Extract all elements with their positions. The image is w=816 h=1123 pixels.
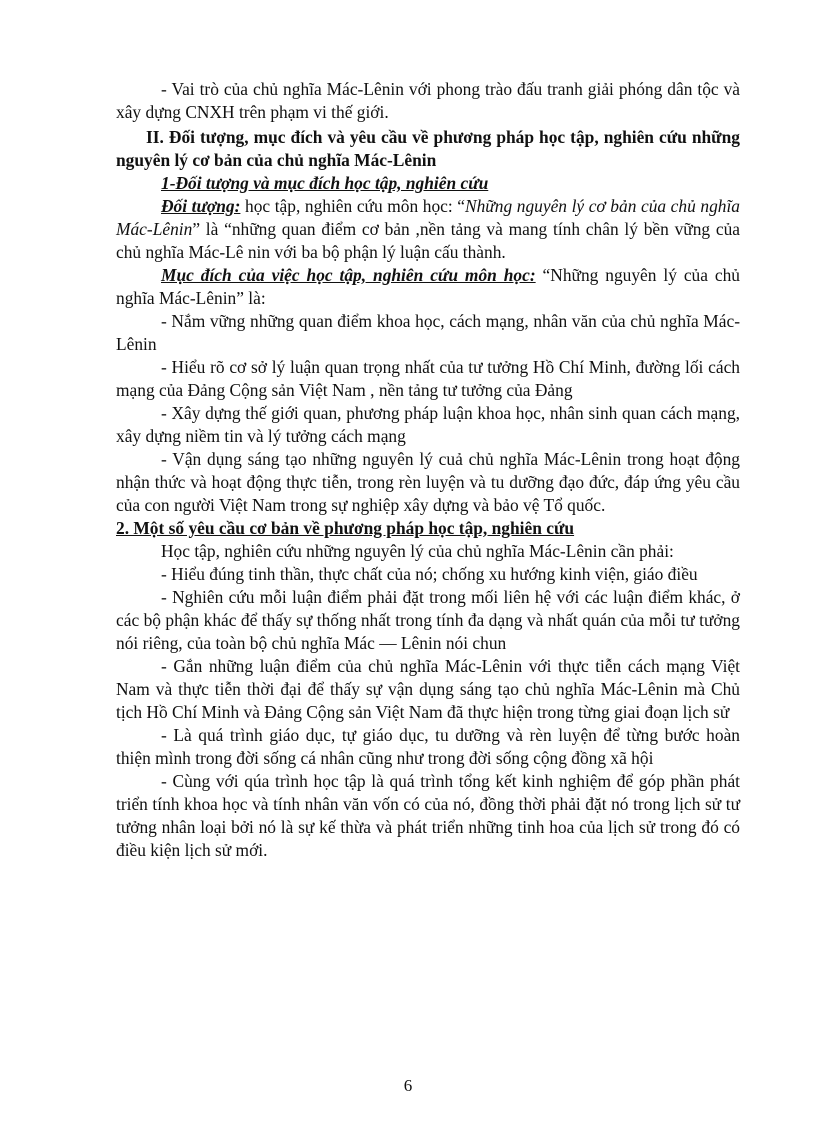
yeucau-item-1: - Hiểu đúng tinh thần, thực chất của nó; chống xu hướng kinh viện, giáo điều: [161, 564, 698, 584]
mucdich-text: “Những nguyên lý của chủ nghĩa Mác-Lênin” là:: [116, 265, 740, 308]
mucdich-item-3: - Xây dựng thế giới quan, phương pháp luận khoa học, nhân sinh quan cách mạng, xây dựng niềm tin và lý tưởng cách mạng: [116, 403, 740, 446]
intro-paragraph: - Vai trò của chủ nghĩa Mác-Lênin với phong trào đấu tranh giải phóng dân tộc và xây dựng CNXH trên phạm vi thế giới.: [116, 79, 740, 122]
doituong-text2: ” là “những quan điểm cơ bản ,nền tảng và mang tính chân lý bền vững của chủ nghĩa Mác-Lê nin với ba bộ phận lý luận cấu thành.: [116, 219, 740, 262]
doituong-italic: Những nguyên lý cơ bản của chủ nghĩa Mác-Lênin: [116, 196, 740, 239]
doituong-label: Đối tượng:: [161, 196, 241, 216]
section-heading-ii: II. Đối tượng, mục đích và yêu cầu về phương pháp học tập, nghiên cứu những nguyên lý cơ bản của chủ nghĩa Mác-Lênin: [116, 127, 740, 170]
yeucau-item-3: - Gắn những luận điểm của chủ nghĩa Mác-Lênin với thực tiễn cách mạng Việt Nam và thực tiễn thời đại để thấy sự vận dụng sáng tạo chủ nghĩa Mác-Lênin mà Chủ tịch Hồ Chí Minh và Đảng Cộng sản Việt Nam đã thực hiện trong từng giai đoạn lịch sử: [116, 656, 740, 722]
yeucau-intro: Học tập, nghiên cứu những nguyên lý của chủ nghĩa Mác-Lênin cần phải:: [161, 541, 674, 561]
subsection-heading-1-text: 1-Đối tượng và mục đích học tập, nghiên cứu: [161, 173, 489, 193]
subsection-heading-1: [116, 172, 740, 195]
yeucau-item-2: - Nghiên cứu mỗi luận điểm phải đặt trong mối liên hệ với các luận điểm khác, ở các bộ phận khác để thấy sự thống nhất trong tính đa dạng và nhất quán của mỗi tư tưởng nói riêng, của toàn bộ chủ nghĩa Mác — Lênin nói chun: [116, 587, 740, 653]
mucdich-item-2: - Hiểu rõ cơ sở lý luận quan trọng nhất của tư tưởng Hồ Chí Minh, đường lối cách mạng của Đảng Cộng sản Việt Nam , nền tảng tư tưởng của Đảng: [116, 357, 740, 400]
mucdich-paragraph: [116, 264, 740, 310]
doituong-text1: học tập, nghiên cứu môn học: “: [240, 196, 465, 216]
page-number: 6: [403, 1076, 413, 1095]
subsection-heading-2: [116, 517, 740, 540]
mucdich-label: Mục đích của việc học tập, nghiên cứu môn học:: [161, 265, 536, 285]
document-page: [116, 78, 740, 862]
yeucau-item-4: - Là quá trình giáo dục, tự giáo dục, tu dưỡng và rèn luyện để từng bước hoàn thiện mình trong đời sống cá nhân cũng như trong đời sống cộng đồng xã hội: [116, 725, 740, 768]
mucdich-item-4: - Vận dụng sáng tạo những nguyên lý cuả chủ nghĩa Mác-Lênin trong hoạt động nhận thức và hoạt động thực tiễn, trong rèn luyện và tu dưỡng đạo đức, đáp ứng yêu cầu của con người Việt Nam trong sự nghiệp xây dựng và bảo vệ Tổ quốc.: [116, 449, 740, 515]
yeucau-item-5: - Cùng với qúa trình học tập là quá trình tổng kết kinh nghiệm để góp phần phát triển tính khoa học và tính nhân văn vốn có của nó, đồng thời phải đặt nó trong lịch sử tư tưởng nhân loại bởi nó là sự kế thừa và phát triển những tinh hoa của lịch sử trong đó có điều kiện lịch sử mới.: [116, 771, 740, 860]
subsection-heading-2-text: 2. Một số yêu cầu cơ bản về phương pháp học tập, nghiên cứu: [116, 518, 575, 538]
doituong-paragraph: [116, 195, 740, 264]
mucdich-item-1: - Nắm vững những quan điểm khoa học, cách mạng, nhân văn của chủ nghĩa Mác-Lênin: [116, 311, 740, 354]
